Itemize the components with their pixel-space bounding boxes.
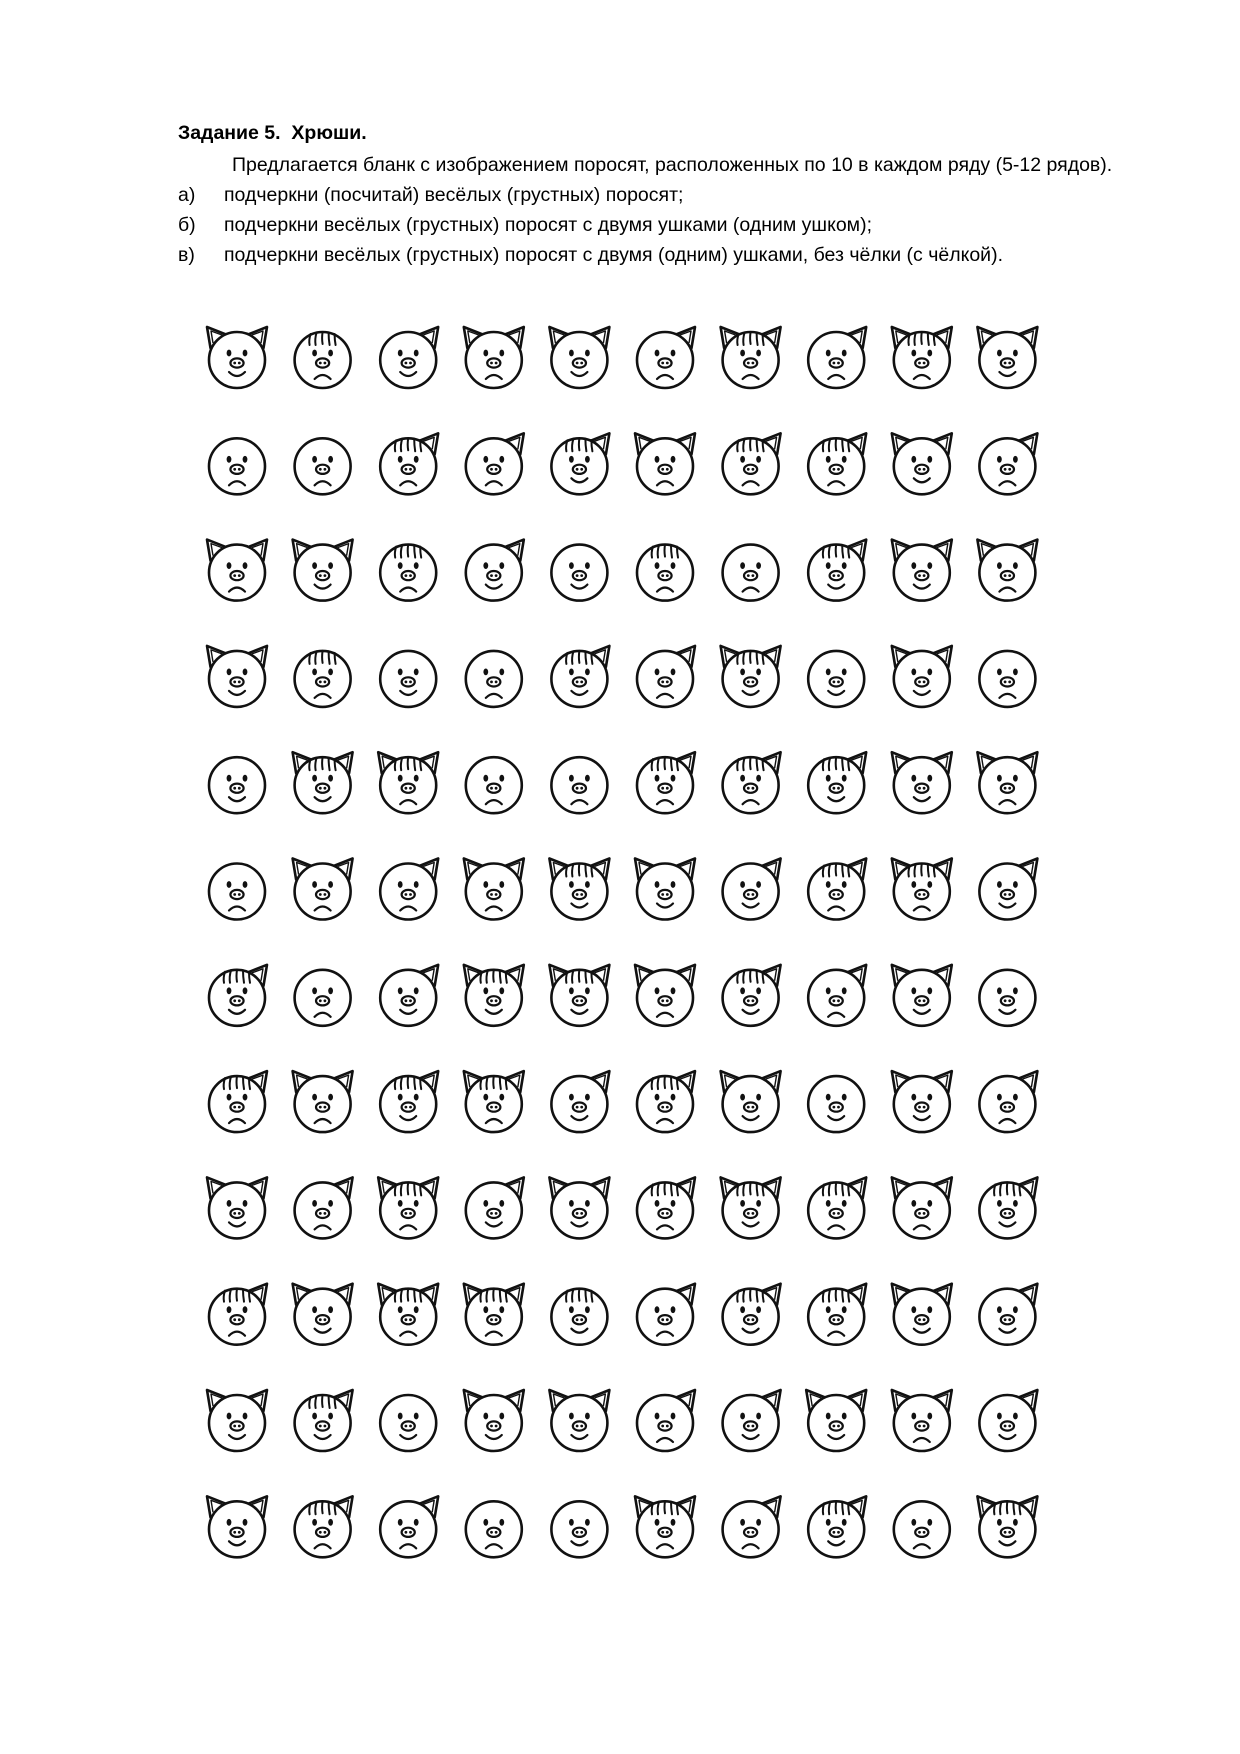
pig-face <box>892 1284 952 1345</box>
pig-face <box>808 327 866 388</box>
pig-face <box>378 1284 438 1345</box>
pig-face <box>977 752 1037 813</box>
pig-face <box>207 540 267 601</box>
pig-face <box>977 540 1037 601</box>
pig-face <box>979 433 1037 494</box>
pig-face <box>207 1390 267 1451</box>
pig-face <box>207 1496 267 1557</box>
item-marker: а) <box>178 184 196 206</box>
pig-face <box>464 859 524 920</box>
pig-face <box>551 1071 609 1132</box>
pig-face <box>892 965 952 1026</box>
pig-face <box>466 757 522 813</box>
pig-face <box>721 646 781 707</box>
pig-face <box>380 965 438 1026</box>
pig-face <box>979 1284 1037 1345</box>
pig-face <box>551 646 609 707</box>
pig-face <box>380 859 438 920</box>
pig-face <box>295 332 351 388</box>
pig-face <box>207 1177 267 1238</box>
pig-face <box>721 327 781 388</box>
pig-face <box>551 1289 607 1345</box>
pig-face <box>892 1071 952 1132</box>
task-name: Хрюши. <box>291 122 367 144</box>
pig-face <box>551 757 607 813</box>
pig-face <box>466 1501 522 1557</box>
pig-face <box>635 859 695 920</box>
pig-face <box>637 327 695 388</box>
pig-face <box>207 646 267 707</box>
pig-face <box>380 1395 436 1451</box>
pig-face <box>723 545 779 601</box>
pig-face <box>295 1177 353 1238</box>
pig-face <box>892 433 952 494</box>
pig-face <box>551 433 609 494</box>
pig-face <box>808 1496 866 1557</box>
pig-face <box>723 859 781 920</box>
pig-face <box>808 651 864 707</box>
pig-face <box>637 1071 695 1132</box>
pig-face <box>977 1496 1037 1557</box>
pig-face <box>806 1390 866 1451</box>
pig-face <box>635 1496 695 1557</box>
pig-face <box>295 651 351 707</box>
pig-face <box>894 1501 950 1557</box>
pig-face <box>723 1390 781 1451</box>
task-intro: Предлагается бланк с изображением поросят, расположенных по 10 в каждом ряду (5-12 рядов). <box>232 154 1113 176</box>
pig-face <box>380 433 438 494</box>
pig-face <box>464 1071 524 1132</box>
pig-face <box>209 757 265 813</box>
pig-face <box>380 1071 438 1132</box>
pig-face <box>295 970 351 1026</box>
pig-face <box>808 859 866 920</box>
pig-face <box>380 327 438 388</box>
pig-face <box>464 1390 524 1451</box>
pig-face <box>635 433 695 494</box>
pig-face <box>979 651 1035 707</box>
pig-face <box>808 540 866 601</box>
pig-face <box>637 1390 695 1451</box>
pig-face <box>209 1071 267 1132</box>
pig-face <box>466 651 522 707</box>
pig-face <box>549 859 609 920</box>
pig-face <box>808 752 866 813</box>
pig-face <box>892 752 952 813</box>
pig-face <box>466 433 524 494</box>
pig-face <box>295 1390 353 1451</box>
pig-face <box>808 433 866 494</box>
pig-face <box>464 327 524 388</box>
pig-face <box>466 1177 524 1238</box>
pig-face <box>293 1071 353 1132</box>
pig-face <box>209 1284 267 1345</box>
pig-face <box>892 1177 952 1238</box>
pig-face <box>723 1284 781 1345</box>
item-marker: б) <box>178 214 196 236</box>
item-text: подчеркни (посчитай) весёлых (грустных) поросят; <box>224 184 684 206</box>
pig-face <box>549 1390 609 1451</box>
pig-face <box>723 1496 781 1557</box>
pig-face <box>293 1284 353 1345</box>
pig-face <box>637 545 693 601</box>
pig-face <box>979 1390 1037 1451</box>
pig-face <box>979 970 1035 1026</box>
pig-face <box>892 646 952 707</box>
pig-face <box>808 1076 864 1132</box>
pig-face <box>808 1177 866 1238</box>
pig-face <box>378 1177 438 1238</box>
pig-face <box>551 1501 607 1557</box>
pig-face <box>721 1071 781 1132</box>
pig-face <box>464 965 524 1026</box>
pig-face <box>977 327 1037 388</box>
pig-face <box>549 327 609 388</box>
task-number: Задание 5. <box>178 122 281 144</box>
pig-face <box>723 965 781 1026</box>
pig-face <box>979 1177 1037 1238</box>
pig-face <box>721 1177 781 1238</box>
pig-face <box>723 752 781 813</box>
pig-face <box>892 1390 952 1451</box>
pig-face <box>464 1284 524 1345</box>
pig-face <box>892 859 952 920</box>
pig-face <box>723 433 781 494</box>
pig-face <box>380 1496 438 1557</box>
pig-face <box>637 752 695 813</box>
pig-face <box>293 859 353 920</box>
pig-face <box>209 965 267 1026</box>
pig-face <box>380 545 436 601</box>
pig-face <box>466 540 524 601</box>
pig-face <box>979 859 1037 920</box>
pig-face <box>892 327 952 388</box>
pig-face <box>549 1177 609 1238</box>
pig-face <box>551 545 607 601</box>
pig-face <box>295 1496 353 1557</box>
pig-face <box>380 651 436 707</box>
pig-face <box>207 327 267 388</box>
pig-face <box>892 540 952 601</box>
item-marker: в) <box>178 244 195 266</box>
pig-face <box>635 965 695 1026</box>
pig-face <box>808 1284 866 1345</box>
item-text: подчеркни весёлых (грустных) поросят с двумя (одним) ушками, без чёлки (с чёлкой). <box>224 244 1003 266</box>
pig-face <box>979 1071 1037 1132</box>
pig-face <box>637 646 695 707</box>
pig-face <box>209 438 265 494</box>
pig-face <box>295 438 351 494</box>
pig-face <box>293 752 353 813</box>
pig-face <box>293 540 353 601</box>
pig-face <box>209 864 265 920</box>
pig-face <box>549 965 609 1026</box>
pig-face <box>637 1177 695 1238</box>
pig-face <box>637 1284 695 1345</box>
pig-face <box>808 965 866 1026</box>
item-text: подчеркни весёлых (грустных) поросят с двумя ушками (одним ушком); <box>224 214 872 236</box>
pig-face <box>378 752 438 813</box>
